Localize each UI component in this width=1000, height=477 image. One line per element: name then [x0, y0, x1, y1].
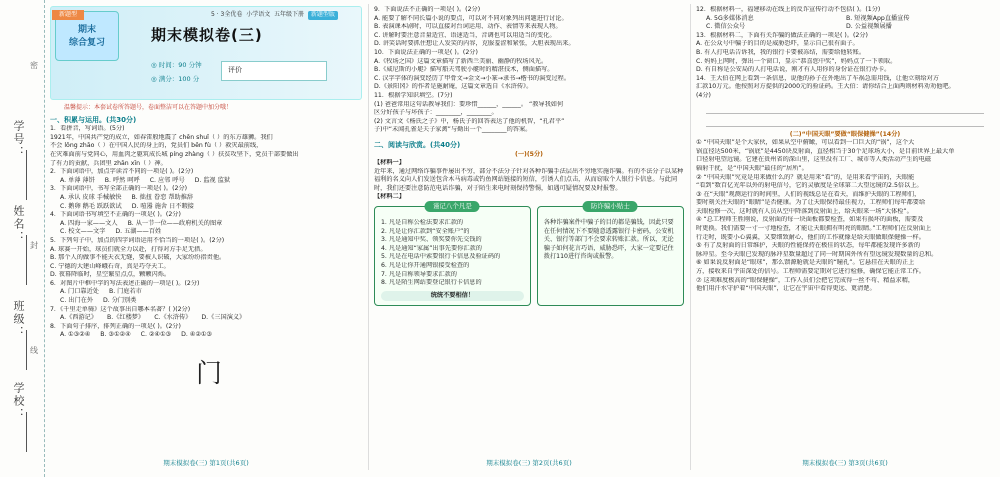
option: A. ①③②④ [60, 331, 91, 339]
question-text: D. 讲笑话时要抓住想让人发笑的内容，克服羞涩和紧张，大胆表现出来。 [374, 40, 575, 48]
question-text: 10．下面说法正确的一项是( )。(2分) [374, 48, 478, 56]
question-text: 9．下面说法不正确的一项是( )。(2分) [374, 6, 481, 13]
option: A. 单薄 薄饼 [60, 176, 95, 184]
passage-line: 方，接收来自宇宙深处的信号。工程师需要定期对它进行检修，确保它能正常工作。 [696, 268, 925, 276]
material-1-title: 【材料一】 [374, 159, 405, 167]
question-text: A. 球赛一开始，球员们就全力以赴，打得对方手足无措。 [50, 245, 207, 253]
q12-options [696, 23, 994, 32]
q7-options [50, 314, 362, 323]
question-text: D. 夜幕降临时，星空繁星点点，颗颗闪烁。 [50, 271, 171, 279]
option: B. 从一节一位——政府机关的图章 [127, 219, 223, 227]
option: C. 应邻 呼号 [149, 176, 185, 184]
review-badge [55, 11, 119, 61]
rules-conclusion: 统统不要相信！ [381, 291, 524, 302]
question-text: (1) 爸爸常用这句话教导我们：要珍惜______，______。 “教导我如何 [374, 100, 564, 108]
rule-item: 3. 凡是通知中奖、领奖要你先交钱的 [381, 236, 482, 244]
page-3 [696, 6, 994, 294]
class-label: 班级： [12, 300, 25, 339]
option: A.《西游记》 [60, 314, 98, 322]
q12-options [696, 15, 994, 24]
page-divider-2 [690, 4, 691, 470]
question-text: 8．下面句子排序，排列正确的一项是( )。(2分) [50, 322, 181, 330]
question-text: B.《威尼斯的小艇》描写船夫驾驶小艇时的精湛技术，侧面描写。 [374, 66, 554, 74]
school-line [26, 412, 27, 452]
option: B. 拙扭 眷恋 帮助推辞 [131, 193, 194, 201]
question-text: C. 讲解时要注意音量适宜、语速适当，音调也可以用适当的变化。 [374, 31, 556, 39]
rule-item: 1. 凡是自称公检法要求汇款的 [381, 219, 464, 227]
question-text: 不会 lǒng zhāo（ ）在中国人民的身上的，党员们 bēn fù（ ）救灾最前线， [50, 142, 263, 150]
tip-note: 温馨提示：本套试卷所答题号，卷面整洁可以在答题中加分哦！ [64, 104, 233, 111]
rule-item: 8. 凡是陌生网站要登记银行卡信息的 [381, 279, 482, 287]
q4-options [50, 228, 362, 237]
school-label: 学校： [12, 382, 25, 421]
question-text: 1．看拼音，写词语。(5分) [50, 125, 125, 133]
section-2-title: 二、阅读与欣赏。(共40分) [374, 140, 461, 149]
page-1-footer: 期末模拟卷(三) 第1页(共6页) [163, 459, 249, 467]
passage-line: 脉冲星。至今天眼已发现的脉冲星数量超过了同一时期国外所有望远镜发现数量的总和。 [696, 250, 938, 258]
tips-title: 防诈骗小贴士 [583, 201, 638, 212]
rule-item: 4. 凡是通知“家属”出事先要你汇款的 [381, 244, 482, 252]
option: B. ③①②④ [100, 331, 131, 339]
passage-line: 他们用汗水守护着“中国天眼”，让它在宇宙中看得更远、更清楚。 [696, 285, 876, 293]
seal-mark-mi: 密 [30, 61, 38, 70]
class-line [26, 330, 27, 370]
question-text: C. 妈妈上网时，弹出一个窗口，显示“恭喜您中奖”，妈妈点了一下领取。 [696, 57, 897, 65]
page-1 [50, 6, 362, 340]
passage-line: 辐射干扰，是“中国天眼”最佳的“居所”。 [696, 164, 808, 172]
question-text: 汇款10万元。他按照对方提供的2000元的验证码。王大伯：请你结合上面两则材料劝劝他吧。 [696, 83, 955, 91]
question-text: A. 在公众号中骗子的目的是威胁恐吓，显示自己很有面子。 [696, 40, 859, 48]
student-no-line [26, 150, 27, 200]
meta-subject: 小学语文 [246, 11, 271, 18]
question-text: (4分) [696, 91, 711, 99]
question-text: 4．下面词语书写填空不正确的一项是( )。(2分) [50, 211, 181, 219]
question-text: 13．根据材料二，下面有关诈骗的做法正确的一项是( )。(2分) [696, 31, 868, 39]
rule-item: 6. 凡是让你开通网银接受检查的 [381, 262, 470, 270]
exam-score: ◎ 满分：100 分 [151, 75, 200, 83]
option: A. 承认 皮球 手械敏快 [60, 193, 122, 201]
passage-line: 口径射电望远镜。它建在贵州省的深山里，这里没有工厂、城市等人类活动产生的电磁 [696, 156, 932, 164]
q8-options [50, 331, 362, 340]
meta-grade: 五年级下册 [274, 11, 305, 18]
passage-line: 要时刻关注天眼的“眼睛”是否健康。为了让天眼保持最佳视力，工程师们每年都要给 [696, 199, 926, 207]
eight-rules-title: 谨记八个凡是 [425, 201, 480, 212]
question-text: 6．对图片中框中字的写法表述正确的一项是( )。(2分) [50, 279, 200, 287]
rule-item: 7. 凡是自称领导要求汇款的 [381, 270, 457, 278]
question-text: 在灾难面前与党同心，用血肉之躯筑成长城 píng zhàng（ ）扶贫攻坚下，党员干部要做出 [50, 150, 299, 158]
badge-bottom: 综合复习 [68, 38, 105, 48]
q6-options [50, 297, 362, 306]
option: C. 微信公众号 [706, 23, 746, 31]
question-text: 3．下面词语中，书写全部正确的一项是( )。(2分) [50, 185, 188, 193]
meta-tag: 新题型版 [308, 11, 338, 20]
option: D. 喧嚣 施舍 日不暇接 [131, 202, 194, 210]
option: D. 公益视频展播 [846, 23, 892, 31]
option: A. 门口靠近处 [60, 288, 99, 296]
question-text: 5．下列句子中，加点的四字词语运用不恰当的一项是( )。(2分) [50, 236, 225, 244]
question-text: 11．根据学知识填空。(7分) [374, 91, 453, 99]
page-2-footer: 期末模拟卷(三) 第2页(共6页) [486, 459, 572, 467]
question-text: 7．《千里走单骑》这个故事出自哪本名著？( )(2分) [50, 305, 191, 313]
question-text: C. 宁德的大建山峰峨石奇，真是巧夺天工。 [50, 262, 170, 270]
option: C. ②④①③ [140, 331, 172, 339]
exam-header [50, 6, 362, 100]
reading-1-heading: (一)(5分) [515, 150, 543, 158]
exam-title: 期末模拟卷(三) [151, 26, 263, 44]
anti-fraud-tips-card [537, 202, 684, 306]
question-text: B. 表演课本剧时，可以直接对台词运用、动作、表情等来表现人物。 [374, 23, 562, 31]
option: B. 短视频App直播宣传 [846, 14, 910, 22]
question-text: 12．根据材料一，福建移动在线上的反诈宣传行动不包括( )。(1分) [696, 6, 881, 13]
option: C. 出门在外 [60, 297, 94, 305]
option: D. 监视 监狱 [194, 176, 231, 184]
option: B.《红楼梦》 [107, 314, 145, 322]
question-text: D. 有自称是公安局的人打电话说，刚才有人用你的身份证在银行办卡。 [696, 66, 891, 74]
page-divider-1 [368, 4, 369, 470]
seal-mark-feng: 封 [30, 241, 38, 250]
question-text: (2) 文言文《杨氏之子》中，杨氏子的回答表达了他的机智，“孔君平” [374, 117, 565, 125]
question-text: C. 汉字字体的演变经历了甲骨文→金文→小篆→隶书→楷书的演变过程。 [374, 74, 571, 82]
option: A. 四海一家——文人 [60, 219, 118, 227]
meta-series: 5 · 3全优卷 [211, 11, 243, 18]
question-text: B. 那个人的做事不能天衣无缝，要被人识破，大家纷纷指责他。 [50, 254, 226, 262]
seal-mark-line: 线 [30, 346, 38, 355]
passage-line: ⑦ 这项难度极高的“眼保健操”，工作人员们会把它完成得一丝不苟、精益求精， [696, 276, 915, 284]
reading-2-heading: (二)“中国天眼”要做“眼保健操”(14分) [789, 130, 901, 138]
question-text: 2．下面词语中，加点字读音不同的一项是( )。(2分) [50, 168, 194, 176]
option: C. 校文——文字 [60, 228, 106, 236]
exam-time: ◎ 时间：90 分钟 [151, 61, 202, 69]
q3-options [50, 194, 362, 203]
option: C.《水浒传》 [154, 314, 192, 322]
section-1-title: 一、积累与运用。(共30分) [50, 115, 137, 124]
option: A. 5G多媒体消息 [706, 14, 754, 22]
eight-rules-card [374, 202, 531, 306]
rule-item: 2. 凡是让你汇款到“安全账户”的 [381, 227, 470, 235]
q3-options [50, 203, 362, 212]
passage-line: ⑥ 如果说反射面是“眼球”，那么馈源舱就是天眼的“瞳孔”。它悬挂在天眼的正上 [696, 259, 915, 267]
option: D. 五湖——百姓 [115, 228, 162, 236]
passage-line: 行走时，既要小心翼翼，又要细致耐心，他们的工作就像是给天眼做眼保健操一样。 [696, 233, 925, 241]
answer-line[interactable] [706, 116, 984, 127]
passage-line: “看到”数百亿光年以外的射电信号，它的灵敏度是全球第二大望远镜的2.5倍以上。 [696, 182, 923, 190]
option: B. 呼然 呵呼 [104, 176, 140, 184]
question-text: B. 有人打电话告诉我，我的银行卡要被冻结，需要给他转账。 [696, 48, 866, 56]
option: C. 鹅卵 鹅毛 跃跃欲试 [60, 202, 122, 210]
material-1-body: 近年来，通过网络诈骗事件屡出不穷，部分不法分子针对各种诈骗手法层出不穷地实施诈骗。有的不法分子以某种福利的名义向人们发送包含木马病毒或钓鱼网站链接的短信，引诱人们点击，从而窃取个人银行卡信息。与此同时，我们还要注意防范电话诈骗，对于陌生来电时刻保持警惕，如遇可疑情况要及时报警。 [374, 167, 684, 192]
passage-line: ⑤ 有了反射面的日常维护，天眼的性能保持在极佳的状态，每年都能发现许多新的 [696, 242, 921, 250]
passage-line: 时更换。我们需要一寸一寸地检查，才能让天眼拥有明亮的眼睛。”工程师们在反射面上 [696, 225, 932, 233]
rule-item: 5. 凡是在电话中索要银行卡信息及验证码的 [381, 253, 501, 261]
character-men-figure: 门 [196, 359, 223, 389]
badge-top: 期末 [77, 25, 96, 35]
passage-line: ② “中国天眼”究竟是用来做什么的？就是用来“看”的，是用来看宇宙的，天眼能 [696, 173, 915, 181]
question-text: A.《牧场之国》这篇文章描写了新西兰美丽、幽静的牧场风光。 [374, 57, 548, 65]
option: D.《三国演义》 [201, 314, 246, 322]
name-line [26, 235, 27, 285]
question-text: D.《景阳冈》的作者是施耐庵，这篇文章选自《水浒传》。 [374, 83, 533, 91]
grade-box [221, 61, 327, 81]
option: B. 门庭若市 [109, 288, 142, 296]
question-text: 了有力的贡献，兵团里 zhān xīn（ ）神。 [50, 159, 167, 167]
binding-margin [0, 0, 45, 477]
question-text: 区分好孩子与坏孩子：________，________。 [374, 109, 498, 117]
series-meta [211, 11, 338, 20]
passage-line: ① “中国天眼”是个大家伙，如果从空中俯瞰，可以看到一口巨大的“锅”，这个大 [696, 139, 915, 147]
q2-options [50, 177, 362, 186]
question-text: 14．王大伯在网上看到一条信息，说他的孙子在外地出了车祸急需用钱，让他立刻给对方 [696, 74, 939, 82]
grade-label: 评价 [228, 66, 242, 74]
passage-line: 天眼检修一次，这时就有人员从空中降落到反射面上，给天眼来一场“大体检”。 [696, 207, 913, 215]
question-text: 子)中“未闻孔雀是夫子家禽”与勤出一个________的答案。 [374, 126, 532, 134]
name-label: 姓名： [12, 205, 25, 244]
passage-line: ④ “总工程师王胜刚说，反射面的每一块面板都要检查，如果有损坏的面板，需要及 [696, 216, 924, 224]
badge-ribbon: 新题型 [52, 10, 84, 20]
passage-line: ③ 在“天眼”观测运行的时间里，人们的视线总是在看天，而维护天眼的工程师们， [696, 190, 921, 198]
tips-body: 各种诈骗案件中骗子的目的都是骗钱，因此只要在任何情况下不要随意透露银行卡密码，公安机关、银行等部门不会要求转账汇款。所以，无论骗子如何花言巧语，威胁恐吓，大家一定要记住拨打110进行咨询或报警。 [543, 219, 674, 261]
material-2-cards [374, 202, 684, 306]
page-3-footer: 期末模拟卷(三) 第3页(共6页) [802, 459, 888, 467]
passage-line: 锅直径达500米，“锅底”是4450块反射面，直径相当于30个足球场大小，是目前世界上最大单 [696, 147, 955, 155]
answer-line[interactable] [706, 103, 984, 114]
q6-options [50, 288, 362, 297]
material-2-title: 【材料二】 [374, 193, 405, 201]
question-text: A. 能要了解不同长篇小说的要点，可以对不同对象列出问题进行讨论。 [374, 14, 568, 22]
option: D. 分门别类 [103, 297, 137, 305]
student-no-label: 学号： [12, 120, 25, 159]
page-2 [374, 6, 684, 306]
option: D. ④②①③ [181, 331, 212, 339]
question-text: 1921年，中国共产党的成立，如春雷般地震了 chēn shuǐ（ ）的东方雄狮。我们 [50, 133, 273, 141]
